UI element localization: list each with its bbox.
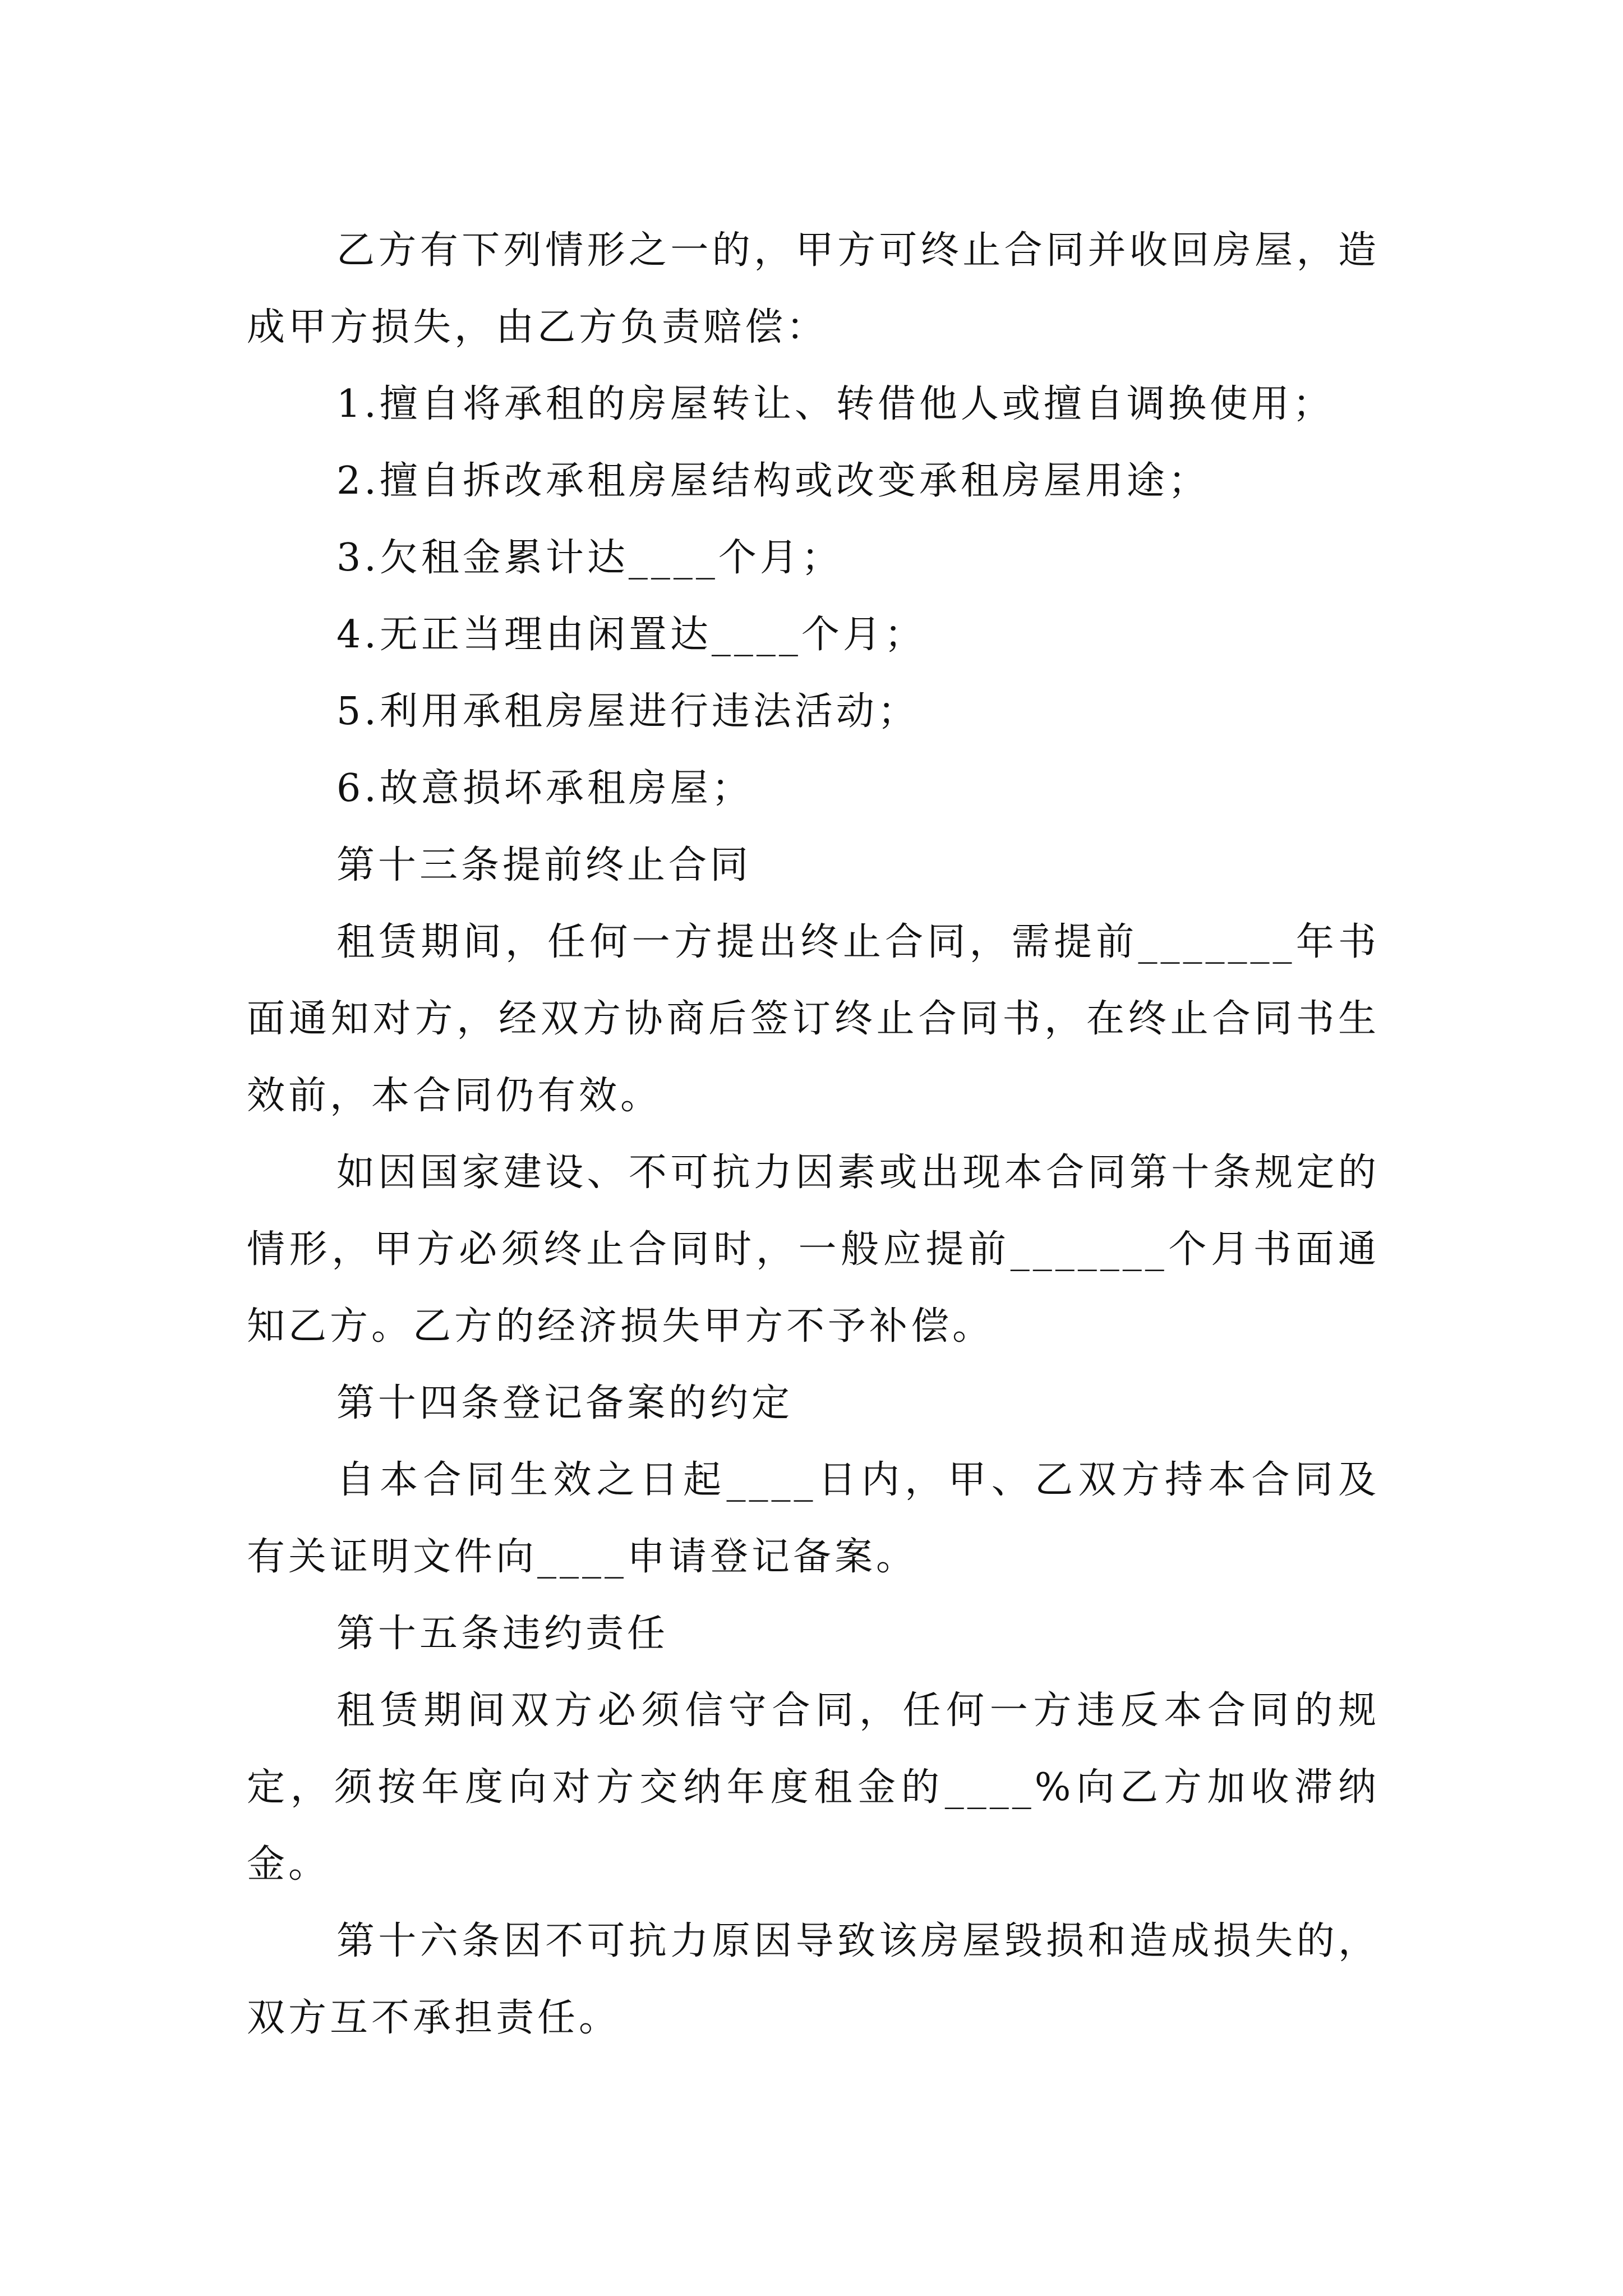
list-item-idle: 4.无正当理由闲置达____个月；	[336, 613, 926, 657]
paragraph-termination-conditions: 乙方有下列情形之一的，甲方可终止合同并收回房屋，造成甲方损失，由乙方负责赔偿：	[247, 228, 1380, 349]
paragraph-early-termination: 租赁期间，任何一方提出终止合同，需提前_______年书面通知对方，经双方协商后签订终止合同书，在终止合同书生效前，本合同仍有效。	[247, 920, 1380, 1118]
article-15-heading: 第十五条违约责任	[336, 1612, 669, 1656]
article-14-heading: 第十四条登记备案的约定	[336, 1381, 794, 1425]
paragraph-liability: 租赁期间双方必须信守合同，任何一方违反本合同的规定，须按年度向对方交纳年度租金的____%向乙方加收滞纳金。	[247, 1688, 1380, 1887]
article-13-heading: 第十三条提前终止合同	[336, 843, 752, 887]
list-item-damage: 6.故意损坏承租房屋；	[336, 766, 753, 811]
list-item-alteration: 2.擅自拆改承租房屋结构或改变承租房屋用途；	[336, 459, 1210, 503]
list-item-illegal-use: 5.利用承租房屋进行违法活动；	[336, 689, 919, 734]
list-item-rent-arrears: 3.欠租金累计达____个月；	[336, 536, 843, 580]
article-16-paragraph: 第十六条因不可抗力原因导致该房屋毁损和造成损失的，双方互不承担责任。	[247, 1919, 1380, 2040]
document-body	[247, 212, 1380, 2056]
paragraph-force-majeure-termination: 如因国家建设、不可抗力因素或出现本合同第十条规定的情形，甲方必须终止合同时，一般应提前_______个月书面通知乙方。乙方的经济损失甲方不予补偿。	[247, 1151, 1380, 1349]
list-item-sublease: 1.擅自将承租的房屋转让、转借他人或擅自调换使用；	[336, 382, 1334, 426]
paragraph-registration: 自本合同生效之日起____日内，甲、乙双方持本合同及有关证明文件向____申请登记备案。	[247, 1458, 1380, 1579]
